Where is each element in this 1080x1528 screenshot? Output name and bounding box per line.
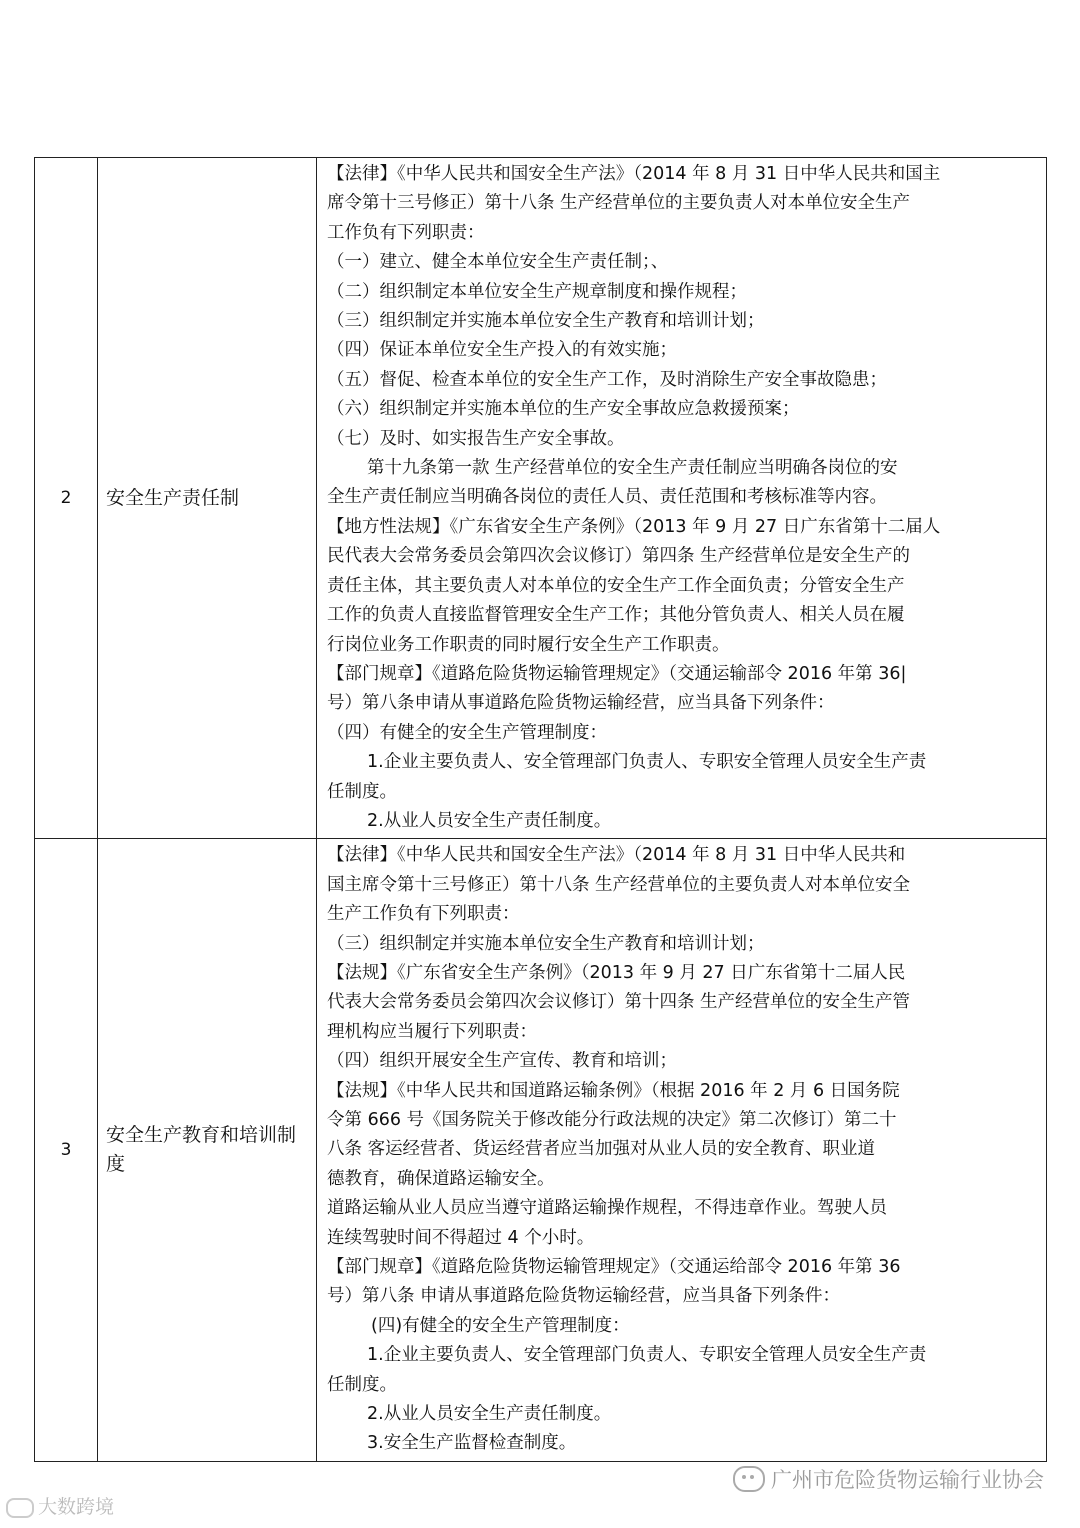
row-title: 安全生产责任制	[98, 158, 317, 839]
row-number: 3	[35, 839, 98, 1462]
watermark	[6, 1492, 114, 1519]
content-line: 【法规】《广东省安全生产条例》（2013 年 9 月 27 日广东省第十二届人民	[327, 962, 906, 983]
content-line: 责任主体，其主要负责人对本单位的安全生产工作全面负责；分管安全生产	[327, 575, 905, 596]
content-line: 民代表大会常务委员会第四次会议修订）第四条 生产经营单位是安全生产的	[327, 546, 911, 567]
content-line: （三）组织制定并实施本单位安全生产教育和培训计划；	[327, 311, 765, 332]
content-line: （五）督促、检查本单位的安全生产工作，及时消除生产安全事故隐患；	[327, 369, 887, 390]
watermark-label: 大数跨境	[38, 1496, 115, 1518]
row-content	[317, 158, 1047, 839]
content-line: 1.企业主要负责人、安全管理部门负责人、专职安全管理人员安全生产责	[367, 752, 927, 773]
content-line: 工作的负责人直接监督管理安全生产工作；其他分管负责人、相关人员在履	[327, 605, 905, 626]
content-line: (四)有健全的安全生产管理制度：	[371, 1315, 630, 1336]
content-line: 号）第八条申请从事道路危险货物运输经营，应当具备下列条件：	[327, 693, 835, 714]
content-line: 【法律】《中华人民共和国安全生产法》（2014 年 8 月 31 日中华人民共和国主	[327, 164, 941, 184]
content-line: 国主席令第十三号修正）第十八条 生产经营单位的主要负责人对本单位安全	[327, 874, 911, 895]
watermark-icon	[6, 1498, 34, 1518]
content-line: 2.从业人员安全生产责任制度。	[367, 810, 612, 831]
content-line: （六）组织制定并实施本单位的生产安全事故应急救援预案；	[327, 399, 800, 420]
content-line: 连续驾驶时间不得超过 4 个小时。	[327, 1227, 595, 1248]
footer-brand-label: 广州市危险货物运输行业协会	[771, 1468, 1044, 1492]
content-line: 3.安全生产监督检查制度。	[367, 1433, 577, 1454]
footer-brand	[733, 1464, 1044, 1494]
content-line: 代表大会常务委员会第四次会议修订）第十四条 生产经营单位的安全生产管	[327, 992, 911, 1013]
content-line: 1.企业主要负责人、安全管理部门负责人、专职安全管理人员安全生产责	[367, 1345, 927, 1366]
content-line: 道路运输从业人员应当遵守道路运输操作规程，不得违章作业。驾驶人员	[327, 1198, 887, 1219]
content-line: 德教育，确保道路运输安全。	[327, 1168, 555, 1189]
content-line: （二）组织制定本单位安全生产规章制度和操作规程；	[327, 281, 747, 302]
content-line: 【法规】《中华人民共和国道路运输条例》（根据 2016 年 2 月 6 日国务院	[327, 1080, 900, 1101]
table-row	[35, 839, 1047, 1462]
content-line: 2.从业人员安全生产责任制度。	[367, 1404, 612, 1425]
content-line: （四）组织开展安全生产宣传、教育和培训；	[327, 1051, 677, 1072]
content-line: 任制度。	[327, 1374, 397, 1395]
content-line: 号）第八条 申请从事道路危险货物运输经营，应当具备下列条件：	[327, 1286, 841, 1307]
wechat-icon	[733, 1466, 765, 1492]
content-line: 席令第十三号修正）第十八条 生产经营单位的主要负责人对本单位安全生产	[327, 193, 911, 214]
content-line: （四）保证本单位安全生产投入的有效实施；	[327, 340, 677, 361]
regulation-table	[34, 157, 1047, 1462]
content-line: （七）及时、如实报告生产安全事故。	[327, 428, 625, 449]
content-line: 全生产责任制应当明确各岗位的责任人员、责任范围和考核标准等内容。	[327, 487, 887, 508]
content-line: 【地方性法规】《广东省安全生产条例》（2013 年 9 月 27 日广东省第十二届人	[327, 516, 941, 537]
content-line: 工作负有下列职责：	[327, 222, 485, 243]
content-line: 【部门规章】《道路危险货物运输管理规定》（交通运输部令 2016 年第 36|	[327, 663, 907, 684]
row-number: 2	[35, 158, 98, 839]
content-line: 令第 666 号《国务院关于修改能分行政法规的决定》第二次修订）第二十	[327, 1110, 897, 1130]
content-line: 第十九条第一款 生产经营单位的安全生产责任制应当明确各岗位的安	[367, 458, 898, 479]
content-line: 行岗位业务工作职责的同时履行安全生产工作职责。	[327, 634, 730, 655]
content-line: （三）组织制定并实施本单位安全生产教育和培训计划；	[327, 933, 765, 954]
content-line: 任制度。	[327, 781, 397, 802]
row-title: 安全生产教育和培训制度	[98, 839, 317, 1462]
content-line: 【法律】《中华人民共和国安全生产法》（2014 年 8 月 31 日中华人民共和	[327, 845, 906, 866]
table-row	[35, 158, 1047, 839]
content-line: 【部门规章】《道路危险货物运输管理规定》（交通运给部令 2016 年第 36	[327, 1257, 901, 1278]
content-line: 理机构应当履行下列职责：	[327, 1021, 537, 1042]
row-content	[317, 839, 1047, 1462]
content-line: （一）建立、健全本单位安全生产责任制；、	[327, 252, 669, 273]
content-line: （四）有健全的安全生产管理制度：	[327, 722, 607, 743]
content-line: 生产工作负有下列职责：	[327, 904, 520, 925]
content-line: 八条 客运经营者、货运经营者应当加强对从业人员的安全教育、职业道	[327, 1139, 876, 1160]
